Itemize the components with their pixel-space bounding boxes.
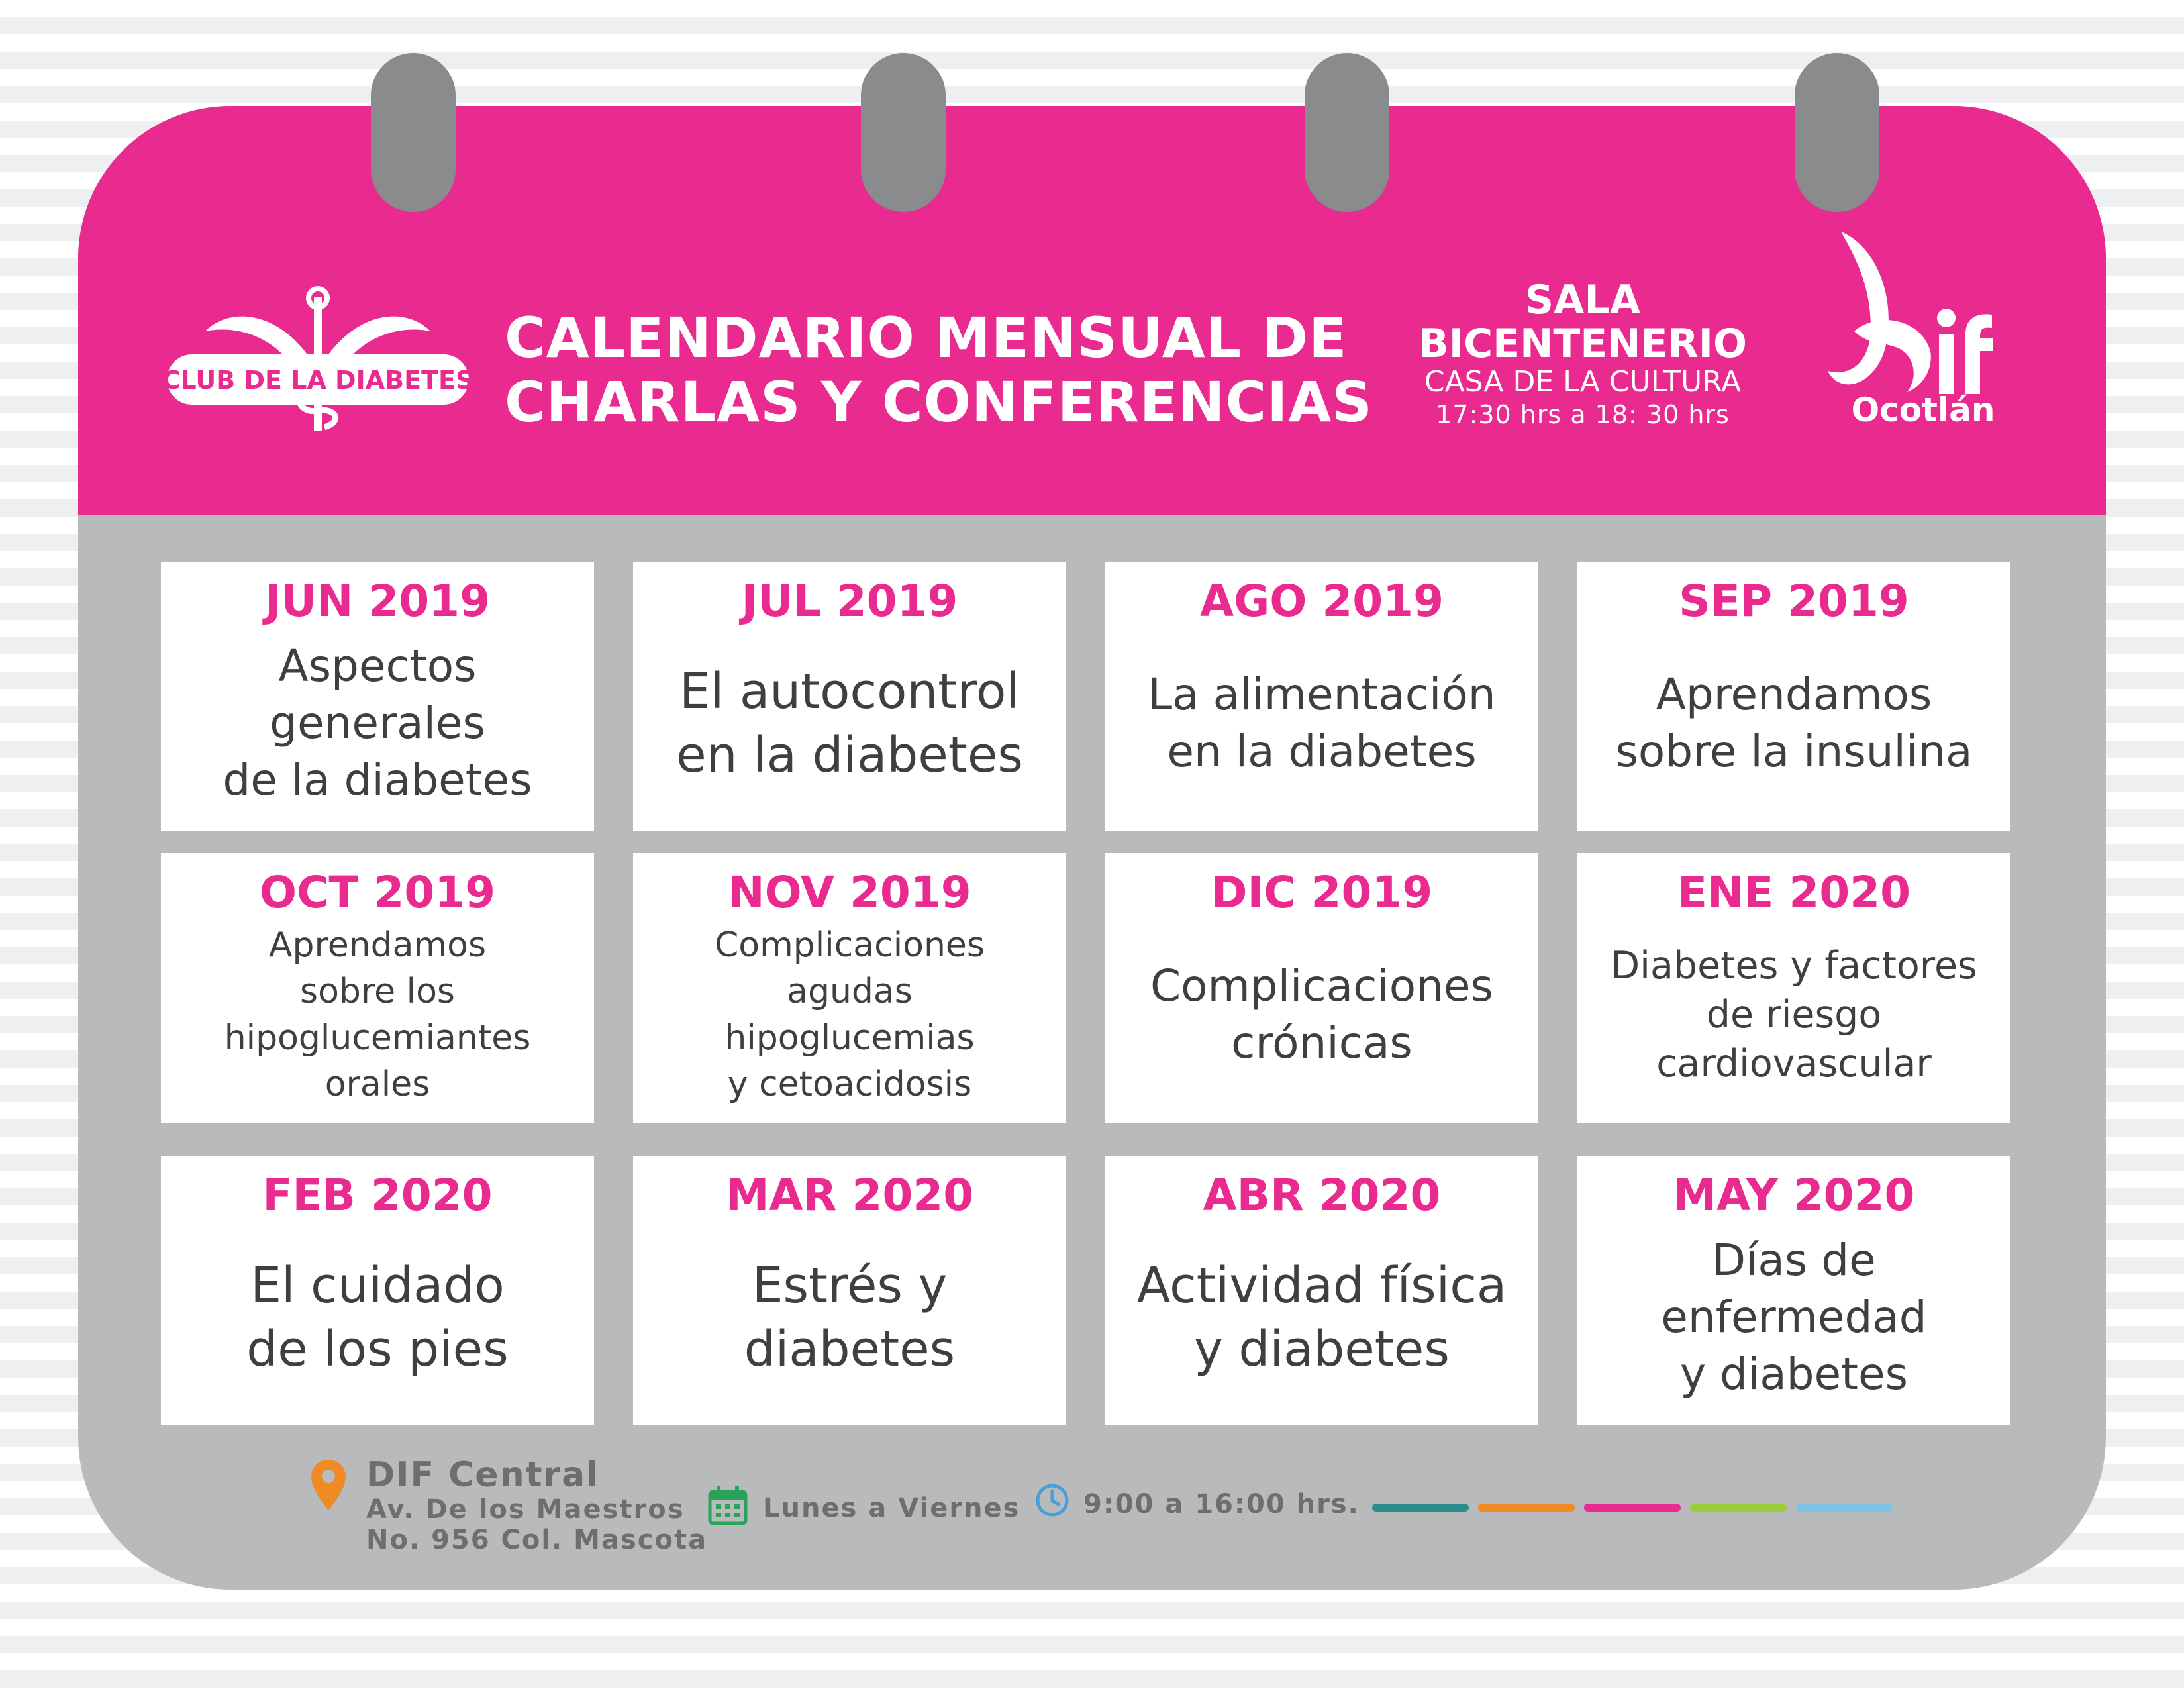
decor-bar [1584,1504,1681,1512]
month-topic: Complicaciones agudas hipoglucemias y cetoacidosis [714,925,985,1104]
month-label: ENE 2020 [1677,867,1911,918]
svg-text:CLUB DE LA DIABETES: CLUB DE LA DIABETES [162,366,474,395]
month-card [161,562,594,831]
month-card [633,853,1066,1123]
month-card [633,562,1066,831]
page-title [505,305,1373,435]
month-label: DIC 2019 [1211,867,1433,918]
schedule-days: Lunes a Viernes [763,1493,1020,1523]
month-card [1577,562,2010,831]
calendar-ring [1305,53,1389,212]
location-name: DIF Central [366,1455,600,1495]
venue-info [1391,278,1775,431]
month-label: MAY 2020 [1673,1170,1915,1221]
venue-time: 17:30 hrs a 18: 30 hrs [1436,400,1730,429]
decor-bar [1372,1504,1469,1512]
month-grid [161,562,2012,1426]
month-label: ABR 2020 [1203,1170,1441,1221]
clock-icon [1034,1482,1070,1518]
month-topic: Días de enfermedad y diabetes [1661,1234,1927,1400]
month-topic: Actividad física y diabetes [1136,1256,1507,1378]
month-card [1105,853,1538,1123]
month-topic: Aprendamos sobre los hipoglucemiantes orales [224,925,531,1104]
decor-bar [1796,1504,1893,1512]
month-label: OCT 2019 [259,867,496,918]
address-line-1: Av. De los Maestros [366,1494,685,1525]
month-label: MAR 2020 [725,1170,974,1221]
month-label: AGO 2019 [1199,576,1444,627]
month-topic: Diabetes y factores de riesgo cardiovascular [1611,943,1977,1086]
month-label: JUL 2019 [741,576,958,627]
month-card [633,1156,1066,1425]
month-card [1577,1156,2010,1425]
footer-info [0,1451,2184,1570]
month-label: NOV 2019 [728,867,971,918]
month-topic: Complicaciones crónicas [1150,960,1493,1068]
map-pin-icon [310,1459,347,1512]
venue-line-2: BICENTENERIO [1418,321,1747,367]
calendar-ring [371,53,456,212]
address-line-2: No. 956 Col. Mascota [366,1525,708,1555]
club-de-la-diabetes-logo [159,285,477,431]
month-label: SEP 2019 [1679,576,1909,627]
decor-bar [1478,1504,1575,1512]
venue-line-1: SALA [1524,277,1641,323]
month-topic: Aprendamos sobre la insulina [1615,668,1973,777]
month-topic: Estrés y diabetes [744,1256,956,1378]
month-label: JUN 2019 [264,576,491,627]
calendar-ring [1795,53,1879,212]
dif-ocotlan-text: Ocotlán [1851,391,1995,429]
month-card [161,1156,594,1425]
title-line-2: CHARLAS Y CONFERENCIAS [505,370,1373,435]
calendar-icon [707,1485,748,1526]
decor-bar [1690,1504,1787,1512]
month-label: FEB 2020 [262,1170,493,1221]
month-card [1105,1156,1538,1425]
month-card [1105,562,1538,831]
title-line-1: CALENDARIO MENSUAL DE [505,305,1348,370]
calendar-ring [861,53,946,212]
month-card [1577,853,2010,1123]
venue-line-3: CASA DE LA CULTURA [1424,365,1742,399]
month-topic: La alimentación en la diabetes [1148,668,1496,777]
month-topic: El cuidado de los pies [246,1256,509,1378]
month-topic: El autocontrol en la diabetes [676,662,1023,784]
address-block [366,1456,707,1555]
schedule-hours: 9:00 a 16:00 hrs. [1083,1489,1360,1519]
month-topic: Aspectos generales de la diabetes [223,640,532,805]
month-card [161,853,594,1123]
